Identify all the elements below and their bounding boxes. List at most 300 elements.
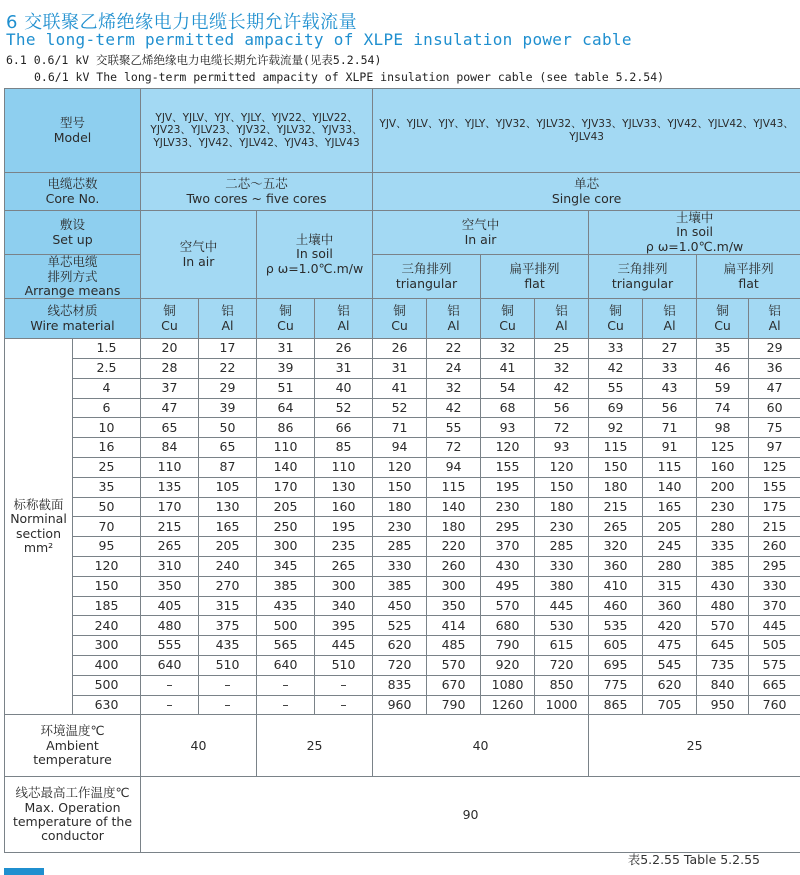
table-row [5, 656, 800, 676]
core-single: 单芯 Single core [373, 173, 800, 211]
ampacity-cell: 110 [141, 458, 199, 478]
ampacity-cell: 865 [589, 695, 643, 715]
ampacity-cell: 31 [257, 339, 315, 359]
ampacity-cell: 555 [141, 636, 199, 656]
ampacity-cell: 230 [481, 497, 535, 517]
ampacity-cell: 410 [589, 576, 643, 596]
ampacity-cell: 245 [643, 537, 697, 557]
ampacity-cell: 230 [373, 517, 427, 537]
material-al: 铝 Al [199, 299, 257, 339]
ampacity-cell: 370 [481, 537, 535, 557]
ampacity-cell: 150 [535, 477, 589, 497]
ampacity-cell: 51 [257, 378, 315, 398]
ampacity-cell: 565 [257, 636, 315, 656]
ambient-label: 环境温度℃ Ambient temperature [5, 715, 141, 777]
ampacity-cell: 280 [697, 517, 749, 537]
ampacity-cell: – [141, 695, 199, 715]
ampacity-cell: 405 [141, 596, 199, 616]
ampacity-cell: 39 [257, 359, 315, 379]
ampacity-cell: 94 [427, 458, 481, 478]
ampacity-cell: 435 [257, 596, 315, 616]
ampacity-cell: 165 [643, 497, 697, 517]
max-operation-value: 90 [141, 777, 800, 853]
ampacity-cell: 760 [749, 695, 800, 715]
ampacity-cell: 350 [141, 576, 199, 596]
ampacity-cell: 42 [535, 378, 589, 398]
ampacity-cell: 300 [315, 576, 373, 596]
ampacity-cell: 480 [697, 596, 749, 616]
ampacity-cell: 65 [199, 438, 257, 458]
ambient-value: 25 [589, 715, 800, 777]
ampacity-table [4, 88, 800, 853]
material-cu: 铜 Cu [257, 299, 315, 339]
model-label: 型号 Model [5, 89, 141, 173]
ampacity-cell: 790 [481, 636, 535, 656]
ampacity-cell: 110 [257, 438, 315, 458]
ampacity-cell: 360 [589, 557, 643, 577]
ampacity-cell: 40 [315, 378, 373, 398]
ampacity-cell: 26 [315, 339, 373, 359]
section-size-cell: 300 [73, 636, 141, 656]
ampacity-cell: – [257, 695, 315, 715]
ampacity-cell: 50 [199, 418, 257, 438]
ampacity-cell: 235 [315, 537, 373, 557]
ampacity-cell: – [257, 675, 315, 695]
ampacity-cell: 265 [141, 537, 199, 557]
ampacity-cell: 510 [199, 656, 257, 676]
section-label [5, 339, 73, 715]
ampacity-cell: 230 [697, 497, 749, 517]
ampacity-cell: 17 [199, 339, 257, 359]
ampacity-cell: 280 [643, 557, 697, 577]
material-al: 铝 Al [535, 299, 589, 339]
ampacity-cell: 680 [481, 616, 535, 636]
ampacity-cell: 65 [141, 418, 199, 438]
table-row [5, 339, 800, 359]
table-row [5, 418, 800, 438]
ampacity-cell: 54 [481, 378, 535, 398]
ampacity-cell: 165 [199, 517, 257, 537]
ampacity-cell: 720 [535, 656, 589, 676]
ampacity-cell: 395 [315, 616, 373, 636]
ampacity-cell: 94 [373, 438, 427, 458]
setup-row [5, 211, 800, 255]
ampacity-cell: 42 [427, 398, 481, 418]
section-size-cell: 120 [73, 557, 141, 577]
ampacity-cell: 265 [315, 557, 373, 577]
ampacity-cell: 97 [749, 438, 800, 458]
ampacity-cell: 55 [427, 418, 481, 438]
ampacity-cell: 150 [373, 477, 427, 497]
ampacity-cell: 445 [535, 596, 589, 616]
ampacity-cell: 27 [643, 339, 697, 359]
ampacity-cell: 33 [643, 359, 697, 379]
table-caption: 表5.2.55 Table 5.2.55 [627, 852, 760, 867]
model-row [5, 89, 800, 173]
ampacity-cell: 64 [257, 398, 315, 418]
ampacity-cell: 37 [141, 378, 199, 398]
section-size-cell: 95 [73, 537, 141, 557]
ampacity-cell: 56 [535, 398, 589, 418]
ampacity-cell: 430 [481, 557, 535, 577]
section-size-cell: 25 [73, 458, 141, 478]
ampacity-cell: 105 [199, 477, 257, 497]
max-operation-row [5, 777, 800, 853]
ampacity-cell: 160 [315, 497, 373, 517]
core-multi: 二芯～五芯 Two cores ~ five cores [141, 173, 373, 211]
ampacity-cell: 430 [697, 576, 749, 596]
ampacity-cell: 170 [141, 497, 199, 517]
core-row [5, 173, 800, 211]
single-in-soil: 土壤中 In soil ρ ω=1.0℃.m/w [589, 211, 800, 255]
ampacity-cell: 115 [643, 458, 697, 478]
section-label-line: mm² [23, 540, 54, 556]
ampacity-cell: 155 [481, 458, 535, 478]
ampacity-cell: 250 [257, 517, 315, 537]
ampacity-cell: 135 [141, 477, 199, 497]
ampacity-cell: 535 [589, 616, 643, 636]
ampacity-cell: 72 [535, 418, 589, 438]
ampacity-cell: 93 [481, 418, 535, 438]
ampacity-cell: 1000 [535, 695, 589, 715]
ampacity-cell: 525 [373, 616, 427, 636]
ampacity-cell: 330 [749, 576, 800, 596]
ampacity-cell: 32 [535, 359, 589, 379]
ampacity-cell: 26 [373, 339, 427, 359]
section-size-cell: 1.5 [73, 339, 141, 359]
ampacity-cell: 71 [373, 418, 427, 438]
material-cu: 铜 Cu [373, 299, 427, 339]
ampacity-cell: 720 [373, 656, 427, 676]
ampacity-cell: 46 [697, 359, 749, 379]
ampacity-cell: 260 [427, 557, 481, 577]
section-size-cell: 2.5 [73, 359, 141, 379]
section-size-cell: 70 [73, 517, 141, 537]
ampacity-cell: 480 [141, 616, 199, 636]
ampacity-cell: 570 [427, 656, 481, 676]
ambient-value: 25 [257, 715, 373, 777]
ampacity-cell: 315 [643, 576, 697, 596]
table-row [5, 576, 800, 596]
ampacity-cell: 39 [199, 398, 257, 418]
ampacity-cell: 29 [199, 378, 257, 398]
ampacity-cell: – [315, 675, 373, 695]
ampacity-cell: 475 [643, 636, 697, 656]
table-row [5, 675, 800, 695]
ampacity-cell: 790 [427, 695, 481, 715]
ampacity-cell: 60 [749, 398, 800, 418]
table-row [5, 537, 800, 557]
material-cu: 铜 Cu [589, 299, 643, 339]
multi-in-soil: 土壤中 In soil ρ ω=1.0℃.m/w [257, 211, 373, 299]
ampacity-cell: 300 [257, 537, 315, 557]
ampacity-cell: – [141, 675, 199, 695]
ampacity-cell: 41 [481, 359, 535, 379]
ampacity-cell: 265 [589, 517, 643, 537]
ampacity-cell: 735 [697, 656, 749, 676]
ampacity-cell: 414 [427, 616, 481, 636]
section-label-line: Norminal [10, 511, 67, 527]
table-row [5, 477, 800, 497]
soil-triangular: 三角排列 triangular [589, 255, 697, 299]
ampacity-cell: 370 [749, 596, 800, 616]
ampacity-cell: 140 [257, 458, 315, 478]
ampacity-cell: 260 [749, 537, 800, 557]
ampacity-cell: 665 [749, 675, 800, 695]
ampacity-cell: 435 [199, 636, 257, 656]
max-operation-label: 线芯最高工作温度℃ Max. Operation temperature of the conductor [5, 777, 141, 853]
ampacity-cell: 98 [697, 418, 749, 438]
ampacity-cell: 775 [589, 675, 643, 695]
ampacity-cell: 340 [315, 596, 373, 616]
ampacity-cell: 385 [697, 557, 749, 577]
single-in-air: 空气中 In air [373, 211, 589, 255]
section-size-cell: 400 [73, 656, 141, 676]
ampacity-cell: 605 [589, 636, 643, 656]
ampacity-cell: 22 [199, 359, 257, 379]
ampacity-cell: 120 [535, 458, 589, 478]
ampacity-cell: 200 [697, 477, 749, 497]
ampacity-cell: 31 [315, 359, 373, 379]
setup-label: 敷设 Set up [5, 211, 141, 255]
ampacity-cell: 24 [427, 359, 481, 379]
ampacity-cell: 36 [749, 359, 800, 379]
ampacity-cell: 28 [141, 359, 199, 379]
ampacity-cell: 640 [141, 656, 199, 676]
ampacity-cell: 32 [427, 378, 481, 398]
ampacity-cell: 180 [373, 497, 427, 517]
ampacity-cell: 170 [257, 477, 315, 497]
ampacity-cell: 85 [315, 438, 373, 458]
ampacity-cell: 84 [141, 438, 199, 458]
ampacity-cell: 850 [535, 675, 589, 695]
ampacity-cell: 180 [535, 497, 589, 517]
ampacity-cell: 205 [643, 517, 697, 537]
section-size-cell: 240 [73, 616, 141, 636]
ampacity-cell: 835 [373, 675, 427, 695]
material-al: 铝 Al [643, 299, 697, 339]
ampacity-cell: 695 [589, 656, 643, 676]
ampacity-cell: 360 [643, 596, 697, 616]
ampacity-cell: 86 [257, 418, 315, 438]
ampacity-cell: 205 [257, 497, 315, 517]
ampacity-cell: 445 [749, 616, 800, 636]
table-row [5, 398, 800, 418]
ampacity-cell: 66 [315, 418, 373, 438]
ampacity-cell: 68 [481, 398, 535, 418]
ampacity-cell: 450 [373, 596, 427, 616]
ampacity-cell: 840 [697, 675, 749, 695]
multi-in-air: 空气中 In air [141, 211, 257, 299]
ampacity-cell: 41 [373, 378, 427, 398]
table-row [5, 557, 800, 577]
ampacity-cell: 510 [315, 656, 373, 676]
ampacity-cell: 310 [141, 557, 199, 577]
ampacity-cell: 20 [141, 339, 199, 359]
ampacity-cell: 230 [535, 517, 589, 537]
section-label-line: section [15, 525, 62, 541]
ampacity-cell: 110 [315, 458, 373, 478]
ampacity-cell: 615 [535, 636, 589, 656]
air-flat: 扁平排列 flat [481, 255, 589, 299]
section-heading-en: The long-term permitted ampacity of XLPE insulation power cable [6, 30, 632, 49]
core-label: 电缆芯数 Core No. [5, 173, 141, 211]
section-size-cell: 6 [73, 398, 141, 418]
ampacity-cell: 93 [535, 438, 589, 458]
material-cu: 铜 Cu [697, 299, 749, 339]
models-multi-core: YJV、YJLV、YJY、YJLY、YJV22、YJLV22、YJV23、YJLV23、YJV32、YJLV32、YJV33、YJLV33、YJV42、YJLV42、YJV43、YJLV43 [141, 89, 373, 173]
ampacity-cell: 31 [373, 359, 427, 379]
section-size-cell: 185 [73, 596, 141, 616]
ampacity-cell: 575 [749, 656, 800, 676]
ampacity-cell: 295 [481, 517, 535, 537]
ampacity-cell: 72 [427, 438, 481, 458]
ampacity-cell: 52 [315, 398, 373, 418]
ampacity-cell: 33 [589, 339, 643, 359]
ampacity-cell: 1260 [481, 695, 535, 715]
ampacity-cell: 385 [257, 576, 315, 596]
ampacity-cell: 180 [427, 517, 481, 537]
ampacity-cell: 215 [749, 517, 800, 537]
material-cu: 铜 Cu [141, 299, 199, 339]
ampacity-cell: 620 [643, 675, 697, 695]
section-size-cell: 630 [73, 695, 141, 715]
material-cu: 铜 Cu [481, 299, 535, 339]
ampacity-cell: 25 [535, 339, 589, 359]
table-row [5, 378, 800, 398]
table-row [5, 497, 800, 517]
table-row [5, 458, 800, 478]
table-row [5, 438, 800, 458]
ampacity-cell: 125 [697, 438, 749, 458]
ampacity-cell: 670 [427, 675, 481, 695]
ampacity-cell: 485 [427, 636, 481, 656]
ampacity-cell: 120 [481, 438, 535, 458]
ampacity-cell: 315 [199, 596, 257, 616]
ampacity-cell: 960 [373, 695, 427, 715]
ampacity-cell: 29 [749, 339, 800, 359]
ampacity-cell: 445 [315, 636, 373, 656]
ampacity-cell: 645 [697, 636, 749, 656]
ampacity-cell: – [315, 695, 373, 715]
material-al: 铝 Al [315, 299, 373, 339]
ampacity-cell: 215 [589, 497, 643, 517]
wire-material-label: 线芯材质 Wire material [5, 299, 141, 339]
ampacity-cell: 505 [749, 636, 800, 656]
table-row [5, 517, 800, 537]
ampacity-cell: 55 [589, 378, 643, 398]
ampacity-cell: 59 [697, 378, 749, 398]
ampacity-cell: 43 [643, 378, 697, 398]
material-al: 铝 Al [427, 299, 481, 339]
ampacity-cell: 950 [697, 695, 749, 715]
section-size-cell: 16 [73, 438, 141, 458]
ampacity-cell: 69 [589, 398, 643, 418]
ampacity-cell: 195 [315, 517, 373, 537]
ampacity-cell: 47 [141, 398, 199, 418]
ampacity-cell: 120 [373, 458, 427, 478]
ampacity-cell: 300 [427, 576, 481, 596]
section-size-cell: 150 [73, 576, 141, 596]
ampacity-cell: 460 [589, 596, 643, 616]
ampacity-cell: 380 [535, 576, 589, 596]
ampacity-cell: 150 [589, 458, 643, 478]
arrange-label: 单芯电缆 排列方式 Arrange means [5, 255, 141, 299]
decorative-bar [4, 868, 44, 875]
ampacity-cell: 115 [589, 438, 643, 458]
ampacity-cell: 22 [427, 339, 481, 359]
ampacity-cell: 240 [199, 557, 257, 577]
ampacity-cell: 125 [749, 458, 800, 478]
ambient-row [5, 715, 800, 777]
ampacity-cell: 285 [535, 537, 589, 557]
table-row [5, 596, 800, 616]
subsection-heading-en: 0.6/1 kV The long-term permitted ampacity of XLPE insulation power cable (see table 5.2.54) [34, 70, 665, 84]
ampacity-cell: 56 [643, 398, 697, 418]
ampacity-cell: 320 [589, 537, 643, 557]
ampacity-cell: 285 [373, 537, 427, 557]
ampacity-cell: 155 [749, 477, 800, 497]
table-row [5, 616, 800, 636]
ampacity-cell: 530 [535, 616, 589, 636]
ampacity-cell: 75 [749, 418, 800, 438]
ampacity-cell: 115 [427, 477, 481, 497]
table-row [5, 636, 800, 656]
ampacity-cell: 350 [427, 596, 481, 616]
air-triangular: 三角排列 triangular [373, 255, 481, 299]
ampacity-cell: 500 [257, 616, 315, 636]
ampacity-cell: 620 [373, 636, 427, 656]
ampacity-cell: 420 [643, 616, 697, 636]
ampacity-cell: 570 [481, 596, 535, 616]
ampacity-cell: 35 [697, 339, 749, 359]
ampacity-cell: 87 [199, 458, 257, 478]
ampacity-cell: 92 [589, 418, 643, 438]
ampacity-cell: 920 [481, 656, 535, 676]
ampacity-cell: 545 [643, 656, 697, 676]
ampacity-cell: 195 [481, 477, 535, 497]
ampacity-cell: 91 [643, 438, 697, 458]
ampacity-cell: 295 [749, 557, 800, 577]
ampacity-cell: 330 [535, 557, 589, 577]
section-heading-cn: 6 交联聚乙烯绝缘电力电缆长期允许载流量 [6, 12, 358, 33]
ampacity-cell: – [199, 695, 257, 715]
ampacity-cell: 160 [697, 458, 749, 478]
ampacity-cell: 74 [697, 398, 749, 418]
ampacity-cell: 42 [589, 359, 643, 379]
ambient-value: 40 [373, 715, 589, 777]
ampacity-cell: 52 [373, 398, 427, 418]
ampacity-cell: 570 [697, 616, 749, 636]
ampacity-cell: 385 [373, 576, 427, 596]
soil-flat: 扁平排列 flat [697, 255, 800, 299]
ampacity-cell: 335 [697, 537, 749, 557]
ampacity-cell: 180 [589, 477, 643, 497]
wire-material-row [5, 299, 800, 339]
section-label-line: 标称截面 [13, 497, 64, 513]
ampacity-cell: 345 [257, 557, 315, 577]
data-body [5, 339, 800, 715]
ampacity-cell: 47 [749, 378, 800, 398]
table-row [5, 695, 800, 715]
ampacity-cell: 205 [199, 537, 257, 557]
ampacity-cell: 1080 [481, 675, 535, 695]
ampacity-cell: 495 [481, 576, 535, 596]
ampacity-cell: 130 [199, 497, 257, 517]
ampacity-cell: 215 [141, 517, 199, 537]
ampacity-cell: 270 [199, 576, 257, 596]
section-size-cell: 4 [73, 378, 141, 398]
